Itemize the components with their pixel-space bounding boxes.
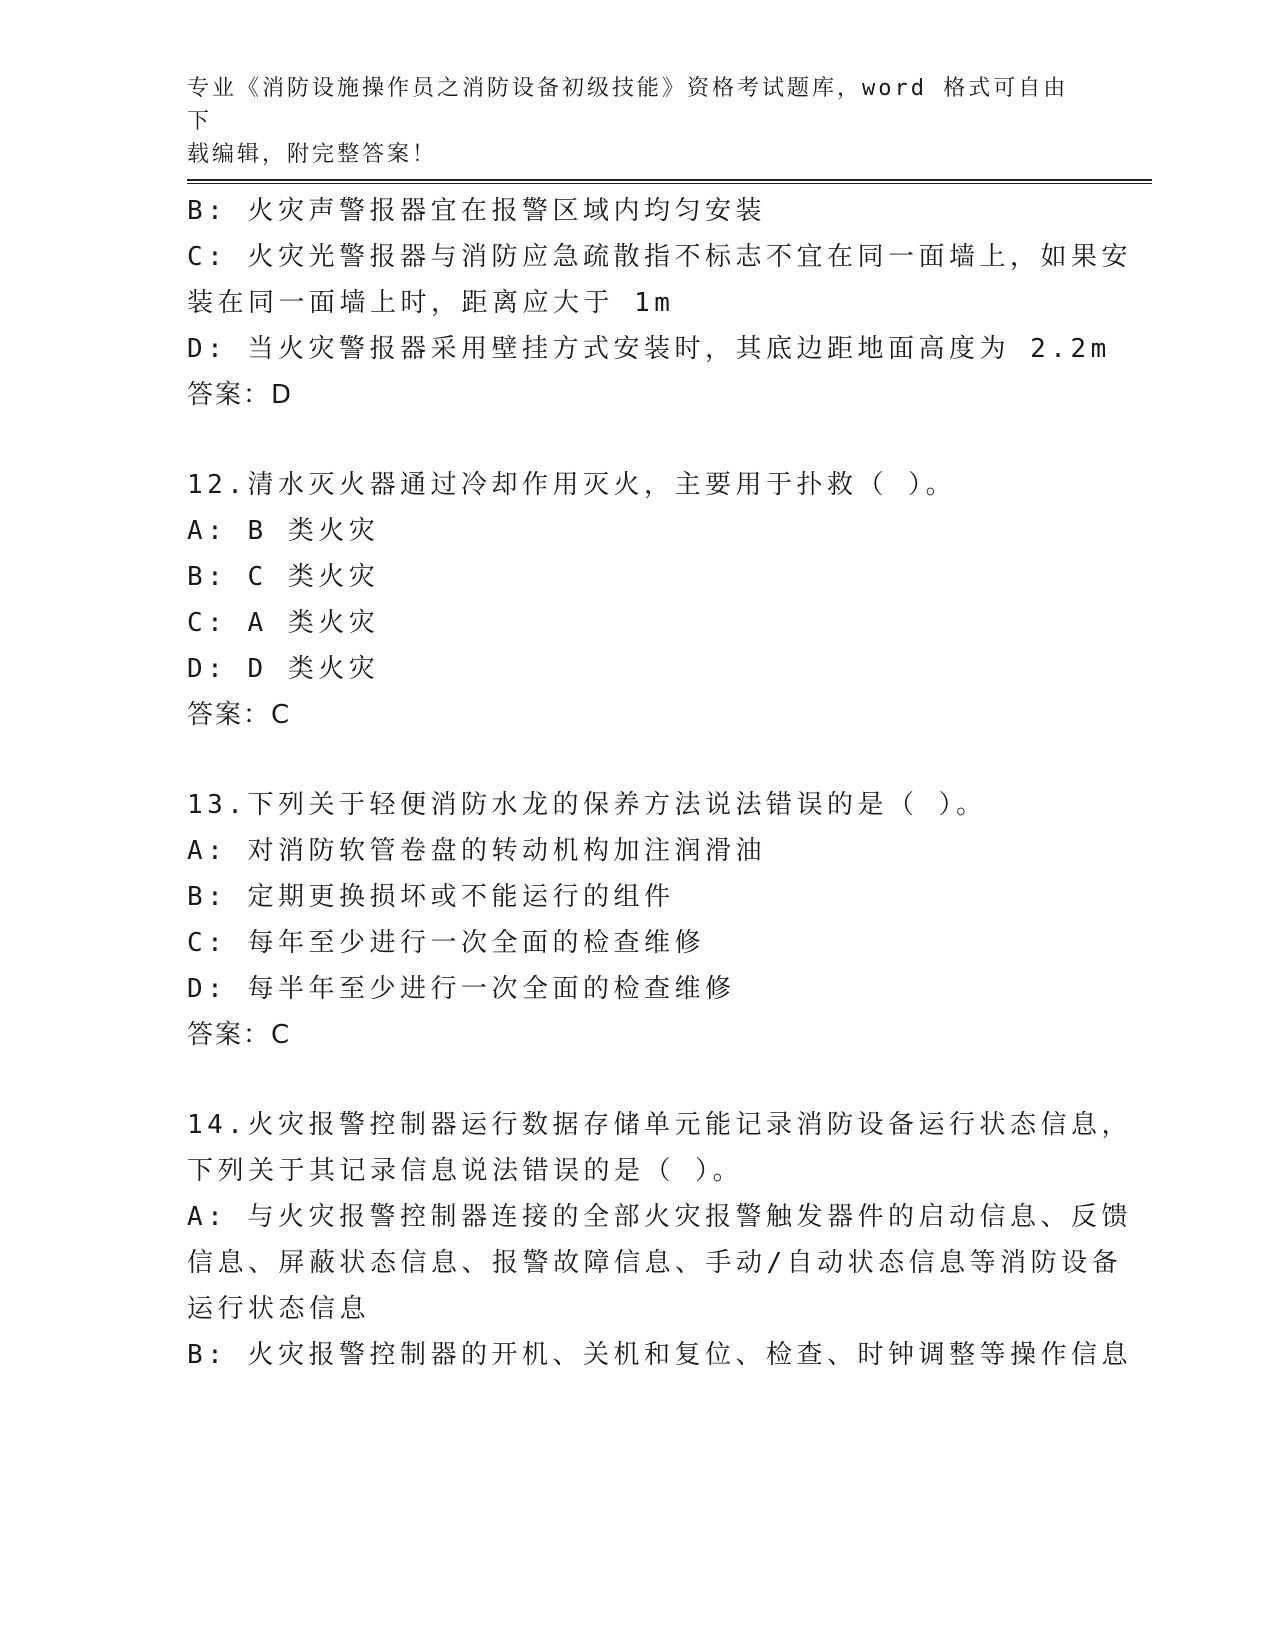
- q12-answer: 答案：C: [187, 700, 292, 730]
- spacer: [187, 738, 1087, 782]
- question-14: [187, 1102, 1132, 1378]
- q13-option-c: C: 每年至少进行一次全面的检查维修: [187, 928, 705, 958]
- q14-question-line-2: 下列关于其记录信息说法错误的是（ ）。: [187, 1156, 744, 1186]
- question-13: [187, 782, 1087, 1058]
- document-header: [187, 72, 1087, 171]
- spacer: [187, 1058, 1087, 1102]
- q12-option-c: C: A 类火灾: [187, 608, 380, 638]
- q13-option-d: D: 每半年至少进行一次全面的检查维修: [187, 974, 736, 1004]
- q12-option-a: A: B 类火灾: [187, 516, 380, 546]
- q11-option-b: B: 火灾声警报器宜在报警区域内均匀安装: [187, 196, 766, 226]
- question-12: [187, 462, 1087, 738]
- header-line-2: 载编辑，附完整答案！: [187, 142, 438, 167]
- q13-question-text: 13.下列关于轻便消防水龙的保养方法说法错误的是（ ）。: [187, 790, 987, 820]
- q11-option-c-line-1: C: 火灾光警报器与消防应急疏散指不标志不宜在同一面墙上，如果安: [187, 242, 1132, 272]
- q11-option-c-line-2: 装在同一面墙上时，距离应大于 1m: [187, 288, 675, 318]
- q12-option-d: D: D 类火灾: [187, 654, 380, 684]
- q14-option-a-line-3: 运行状态信息: [187, 1294, 371, 1324]
- q13-answer: 答案：C: [187, 1020, 292, 1050]
- q14-option-a-line-1: A: 与火灾报警控制器连接的全部火灾报警触发器件的启动信息、反馈: [187, 1202, 1132, 1232]
- header-rule-thin: [187, 183, 1152, 184]
- spacer: [187, 418, 1087, 462]
- header-rule-thick: [187, 179, 1152, 181]
- q12-question-text: 12.清水灭火器通过冷却作用灭火，主要用于扑救（ ）。: [187, 470, 957, 500]
- q11-answer: 答案：D: [187, 380, 294, 410]
- q14-option-a-line-2: 信息、屏蔽状态信息、报警故障信息、手动/自动状态信息等消防设备: [187, 1248, 1123, 1278]
- q12-option-b: B: C 类火灾: [187, 562, 380, 592]
- q13-option-a: A: 对消防软管卷盘的转动机构加注润滑油: [187, 836, 766, 866]
- question-11: [187, 188, 1132, 418]
- q13-option-b: B: 定期更换损坏或不能运行的组件: [187, 882, 675, 912]
- q14-option-b: B: 火灾报警控制器的开机、关机和复位、检查、时钟调整等操作信息: [187, 1340, 1132, 1370]
- q11-option-d: D: 当火灾警报器采用壁挂方式安装时，其底边距地面高度为 2.2m: [187, 334, 1111, 364]
- question-content: [187, 188, 1132, 1378]
- header-line-1: 专业《消防设施操作员之消防设备初级技能》资格考试题库，word 格式可自由下: [187, 76, 1069, 134]
- q14-question-line-1: 14.火灾报警控制器运行数据存储单元能记录消防设备运行状态信息，: [187, 1110, 1132, 1140]
